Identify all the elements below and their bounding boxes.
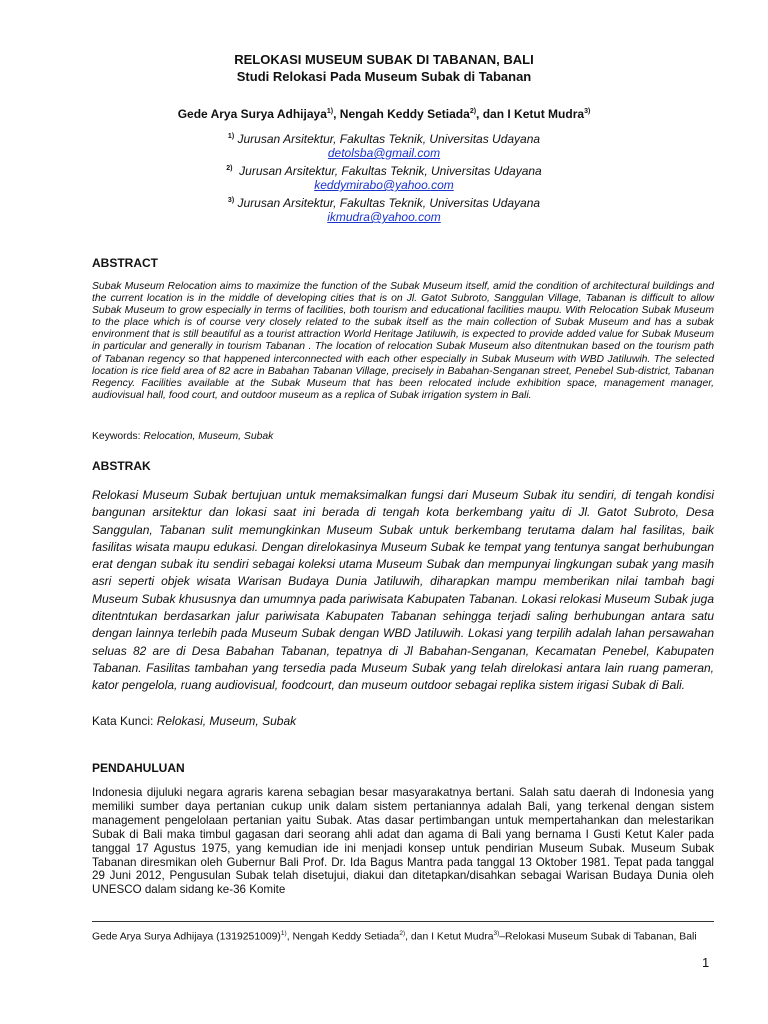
pendahuluan-text: Indonesia dijuluki negara agraris karena sebagian besar masyarakatnya bertani. Salah satu daerah di Indonesia yang memiliki sumber daya pertanian cukup unik dalam sistem pertaniannya adalah Bali, yang terkenal dengan sistem management pengelolaan pertanian yaitu Subak. Atas dasar pertimbangan untuk mempertahankan dan melestarikan Subak di Bali maka timbul gagasan dari seorang ahli adat dan agama di Bali yang bernama I Gusti Ketut Kaler pada tanggal 17 Agustus 1975, yang kemudian ide ini menjadi konsep untuk pendirian Museum Subak. Museum Subak Tabanan diresmikan oleh Gubernur Bali Prof. Dr. Ida Bagus Mantra pada tanggal 13 Oktober 1981. Tepat pada tanggal 29 Juni 2012, Pengusulan Subak telah disetujui, diakui dan ditetapkan/disahkan sebagai Warisan Budaya Dunia oleh UNESCO dalam sidang ke-36 Komite [92,786,714,897]
footnote-marker: 3) [493,930,500,937]
author-2-marker: 2) [469,108,477,115]
footnote-divider [92,921,714,922]
paper-title: RELOKASI MUSEUM SUBAK DI TABANAN, BALI [234,52,534,67]
footnote-marker: 1) [280,930,287,937]
footnote-title: –Relokasi Museum Subak di Tabanan, Bali [499,931,697,943]
keywords-label: Kata Kunci: [92,714,157,728]
paper-subtitle: Studi Relokasi Pada Museum Subak di Tabanan [236,69,532,84]
abstrak-heading: ABSTRAK [92,459,151,473]
footnote [92,925,714,945]
footnote-marker: 2) [399,930,406,937]
abstract-text: Subak Museum Relocation aims to maximize the function of the Subak Museum itself, amid the condition of architectural buildings and the current location is in the middle of developing cities that is on Jl. Gatot Subroto, Sanggulan Village, Tabanan is difficult to allow Subak Museum to grow especially in terms of facilities, both tourism and educational facilities maupu. With Relocation Subak Museum to the place which is of course very closely related to the subak itself as the main collection of Subak Museum and has a subak environment that is still beautiful as a tourist attraction World Heritage Jatiluwih, is expected to provide added value for Subak Museum in particular and generally in tourism Tabanan . The location of relocation Subak Museum also ditentnukan based on the tourism path of Tabanan regency so that happened interconnected with each other especially in Subak Museum with WBD Jatiluwih. The selected location is rice field area of 82 acre in Babahan Tabanan Village, precisely in Babahan-Senganan street, Penebel Sub-district, Tabanan Regency. Facilities available at the Subak Museum that has been relocated include exhibition space, management manager, audiovisual hall, food court, and outdoor museum as a replica of Subak irrigation system in Bali. [92,281,714,401]
affiliation-text: Jurusan Arsitektur, Fakultas Teknik, Universitas Udayana [239,164,542,178]
page-number: 1 [702,955,710,970]
email-3 [0,209,768,225]
affiliation-marker: 3) [227,197,235,204]
keywords-value: Relokasi, Museum, Subak [156,714,297,728]
footnote-author-1: Gede Arya Surya Adhijaya (1319251009) [92,931,281,943]
footnote-author-2: , Nengah Keddy Setiada [286,931,400,943]
abstract-heading: ABSTRACT [92,256,158,270]
affiliation-text: Jurusan Arsitektur, Fakultas Teknik, Universitas Udayana [237,132,541,146]
affiliation-text: Jurusan Arsitektur, Fakultas Teknik, Universitas Udayana [237,196,541,210]
pendahuluan-heading: PENDAHULUAN [92,761,185,775]
author-1-marker: 1) [326,108,334,115]
email-link[interactable]: ikmudra@yahoo.com [327,210,441,224]
abstrak-keywords [92,713,296,729]
email-2 [0,177,768,193]
affiliation-marker: 2) [226,165,233,172]
author-line [0,104,768,122]
footnote-author-3: , dan I Ketut Mudra [405,931,494,943]
author-separator: , [333,107,340,121]
author-2: Nengah Keddy Setiada [339,107,470,121]
author-3-marker: 3) [584,108,591,115]
email-1 [0,145,768,161]
email-link[interactable]: keddymirabo@yahoo.com [314,178,454,192]
keywords-label: Keywords: [92,431,144,442]
author-3: I Ketut Mudra [507,107,585,121]
abstract-keywords [92,430,273,443]
affiliation-marker: 1) [227,133,235,140]
author-separator: , dan [476,107,508,121]
abstrak-text: Relokasi Museum Subak bertujuan untuk memaksimalkan fungsi dari Museum Subak itu sendiri, di tengah kondisi bangunan arsitektur dan lokasi saat ini berada di tengah kota berkembang yaitu di Jl. Gatot Subroto, Desa Sanggulan, Tabanan sulit memungkinkan Museum Subak untuk berkembang terutama dalam hal fasilitas, baik fasilitas wisata maupu edukasi. Dengan direlokasinya Museum Subak ke tempat yang tentunya sangat berhubungan erat dengan subak itu sendiri sebagai koleksi utama Museum Subak dan mempunyai lingkungan subak yang masih asri seperti objek wisata Warisan Budaya Dunia Jatiluwih, diharapkan mampu memberikan nilai tambah bagi Museum Subak khususnya dan umumnya pada pariwisata Kabupaten Tabanan. Lokasi relokasi Museum Subak juga ditentntukan berdasarkan jalur pariwisata Kabupaten Tabanan sehingga terjadi saling berhubungan antara satu dengan lainnya terlebih pada Museum Subak dengan WBD Jatiluwih. Lokasi yang terpilih adalah lahan persawahan seluas 82 are di Desa Babahan Tabanan, tepatnya di Jl Babahan-Senganan, Kecamatan Penebel, Kabupaten Tabanan. Fasilitas tambahan yang tersedia pada Museum Subak yang telah direlokasi antara lain ruang pameran, kator pengelola, ruang audiovisual, foodcourt, dan museum outdoor sebagai replika sistem irigasi Subak di Bali. [92,488,714,693]
email-link[interactable]: detolsba@gmail.com [327,146,441,160]
author-1: Gede Arya Surya Adhijaya [177,107,327,121]
keywords-value: Relocation, Museum, Subak [143,431,274,442]
